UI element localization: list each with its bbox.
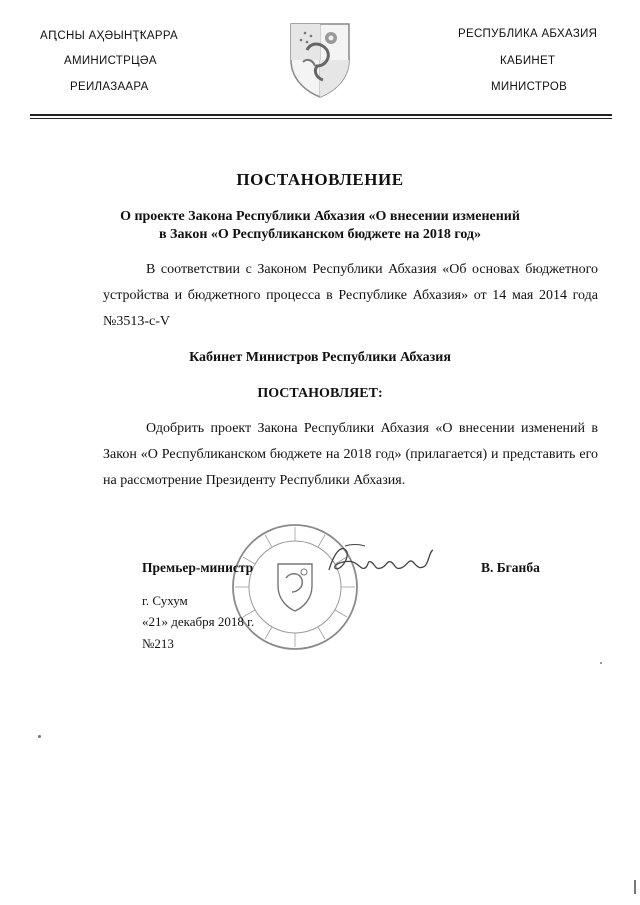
document-date: «21» декабря 2018 г. xyxy=(142,614,255,629)
header-right-line-1: РЕСПУБЛИКА АБХАЗИЯ xyxy=(458,28,598,40)
handwritten-signature-icon xyxy=(325,540,445,580)
decree-word: ПОСТАНОВЛЯЕТ: xyxy=(257,386,383,401)
header-divider-thick xyxy=(30,114,612,116)
header-left-line-2: АМИНИСТРЦӘА xyxy=(64,55,157,67)
abkhazia-coat-of-arms-icon xyxy=(287,20,353,100)
document-subject xyxy=(100,208,540,244)
subject-line-2: в Закон «О Республиканском бюджете на 2018 год» xyxy=(159,227,481,242)
subject-line-1: О проекте Закона Республики Абхазия «О внесении изменений xyxy=(120,209,520,224)
scan-speck xyxy=(634,880,636,894)
header-left-line-3: РЕИЛАЗААРА xyxy=(70,81,149,93)
signatory-position: Премьер-министр xyxy=(142,560,254,575)
body-paragraph: Одобрить проект Закона Республики Абхазия «О внесении изменений в Закон «О Республиканском бюджете на 2018 год» (прилагается) и представить его на рассмотрение Президенту Республики Абхазия. xyxy=(103,421,598,488)
header-left-line-1: АԤСНЫ АҲӘЫНҬҞАРРА xyxy=(40,30,178,42)
header-divider-thin xyxy=(30,118,612,119)
scan-speck xyxy=(38,735,41,738)
document-number: №213 xyxy=(142,636,174,651)
header-right-line-2: КАБИНЕТ xyxy=(500,55,556,67)
issuing-authority: Кабинет Министров Республики Абхазия xyxy=(189,350,451,365)
scan-speck xyxy=(600,662,602,664)
document-place: г. Сухум xyxy=(142,593,188,608)
header-right-line-3: МИНИСТРОВ xyxy=(491,81,568,93)
preamble-paragraph: В соответствии с Законом Республики Абхазия «Об основах бюджетного устройства и бюджетного процесса в Республике Абхазия» от 14 мая 2014 года №3513-с-V xyxy=(103,262,598,329)
document-title: ПОСТАНОВЛЕНИЕ xyxy=(236,170,404,189)
signatory-name: В. Бганба xyxy=(481,560,540,575)
